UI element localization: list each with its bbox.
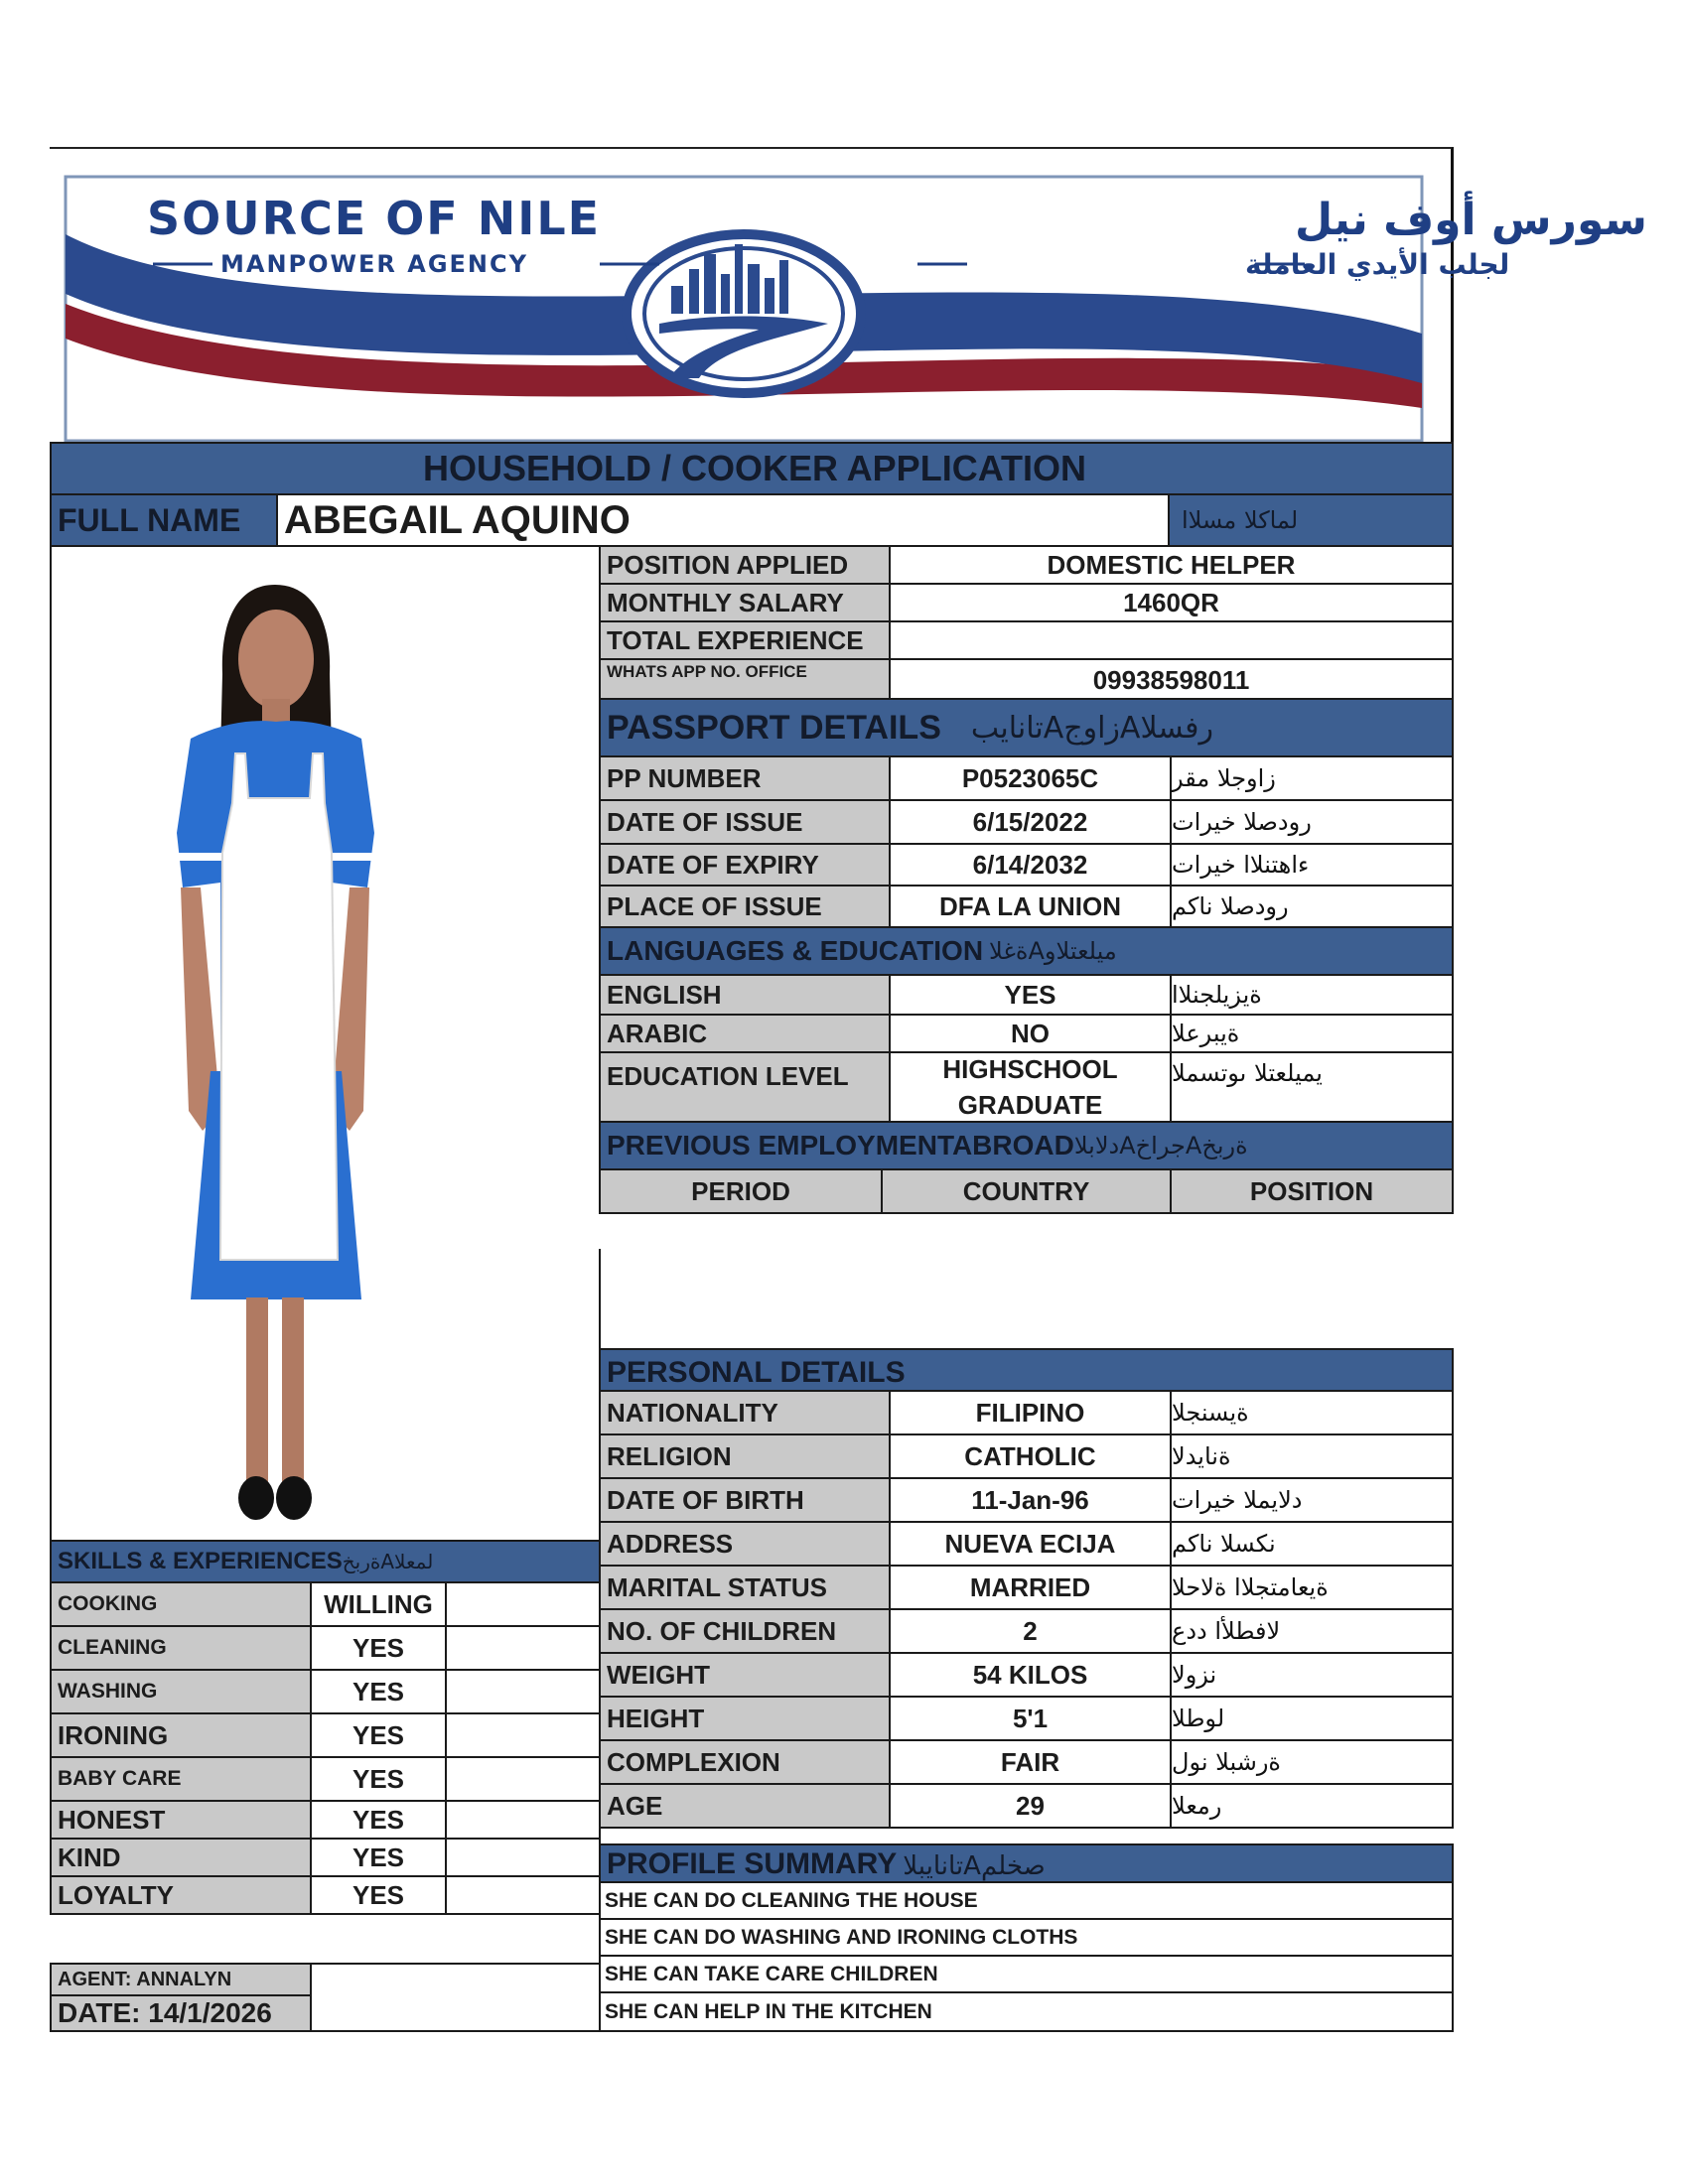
arabic-label: ARABIC [599, 1014, 891, 1053]
application-form [50, 147, 1647, 2033]
date-of-issue-label: DATE OF ISSUE [599, 799, 891, 845]
date-of-expiry-label-ar: ءاهتنلاا خيرات [1170, 843, 1454, 887]
date-label: DATE: 14/1/2026 [50, 1994, 312, 2032]
date-of-expiry-label: DATE OF EXPIRY [599, 843, 891, 887]
skill-row-value: YES [310, 1712, 447, 1758]
employment-col-country: COUNTRY [881, 1168, 1172, 1214]
date-of-issue-label-ar: رودصلا خيرات [1170, 799, 1454, 845]
personal-row-label-ar: نزولا [1170, 1652, 1454, 1698]
skill-row-value: YES [310, 1756, 447, 1802]
personal-row-label: WEIGHT [599, 1652, 891, 1698]
position-applied-label: POSITION APPLIED [599, 545, 891, 585]
skill-row-value: YES [310, 1669, 447, 1714]
skill-row-value: YES [310, 1625, 447, 1671]
full-name-label-ar: لماكلا مسلاا [1168, 493, 1454, 547]
education-level-line2: GRADUATE [957, 1090, 1103, 1120]
skill-row-label: KIND [50, 1838, 312, 1877]
personal-row-value: 11-Jan-96 [889, 1477, 1172, 1523]
agency-name-en: SOURCE OF NILE [147, 192, 602, 245]
skill-row-label: IRONING [50, 1712, 312, 1758]
personal-row-label: ADDRESS [599, 1521, 891, 1567]
profile-line-3: SHE CAN TAKE CARE CHILDREN [599, 1955, 1454, 1993]
total-experience-label: TOTAL EXPERIENCE [599, 620, 891, 660]
pp-number-label-ar: زاوجلا مقر [1170, 755, 1454, 801]
personal-row-label-ar: لوطلا [1170, 1696, 1454, 1741]
pp-number-value: P0523065C [889, 755, 1172, 801]
form-title: HOUSEHOLD / COOKER APPLICATION [422, 448, 1087, 488]
personal-row-label: DATE OF BIRTH [599, 1477, 891, 1523]
skill-row-value: WILLING [310, 1581, 447, 1627]
personal-row-label-ar: ةيسنجلا [1170, 1390, 1454, 1435]
english-value: YES [889, 974, 1172, 1016]
skill-row-blank [445, 1581, 601, 1627]
personal-row-label-ar: رمعلا [1170, 1783, 1454, 1829]
education-level-line1: HIGHSCHOOL [942, 1054, 1118, 1084]
personal-row-label: NO. OF CHILDREN [599, 1608, 891, 1654]
skill-row-blank [445, 1712, 601, 1758]
place-of-issue-value: DFA LA UNION [889, 885, 1172, 928]
education-level-label-ar: يميلعتلا ىوتسملا [1170, 1051, 1454, 1123]
skill-row-label: LOYALTY [50, 1875, 312, 1915]
personal-row-value: 29 [889, 1783, 1172, 1829]
pp-number-label: PP NUMBER [599, 755, 891, 801]
personal-row-label: HEIGHT [599, 1696, 891, 1741]
agency-logo [64, 175, 1647, 443]
whatsapp-label: WHATS APP NO. OFFICE [599, 658, 891, 700]
agent-label: AGENT: ANNALYN [50, 1963, 312, 1996]
agency-name-ar: سورس أوف نيل [1295, 195, 1647, 245]
place-of-issue-label: PLACE OF ISSUE [599, 885, 891, 928]
monthly-salary-value: 1460QR [889, 583, 1454, 622]
personal-row-value: NUEVA ECIJA [889, 1521, 1172, 1567]
skill-row-blank [445, 1625, 601, 1671]
english-label-ar: ةيزيلجنلاا [1170, 974, 1454, 1016]
full-name-value: ABEGAIL AQUINO [276, 493, 1170, 547]
passport-details-band: PASSPORT DETAILS رفسلاAزاوجAتانايب [599, 698, 1454, 757]
skill-row-label: HONEST [50, 1800, 312, 1840]
skill-row-label: COOKING [50, 1581, 312, 1627]
skill-row-label: BABY CARE [50, 1756, 312, 1802]
agency-sub-ar: لجلب الأيدي العاملة [1245, 248, 1510, 281]
personal-row-value: 5'1 [889, 1696, 1172, 1741]
skill-row-label: WASHING [50, 1669, 312, 1714]
date-of-expiry-value: 6/14/2032 [889, 843, 1172, 887]
personal-row-label-ar: دلايملا خيرات [1170, 1477, 1454, 1523]
personal-row-value: FAIR [889, 1739, 1172, 1785]
education-level-value [889, 1051, 1172, 1123]
form-title-band [50, 442, 1454, 495]
personal-row-label: RELIGION [599, 1433, 891, 1479]
position-applied-value: DOMESTIC HELPER [889, 545, 1454, 585]
languages-band: LANGUAGES & EDUCATION ميلعتلاوAةغلا [599, 926, 1454, 976]
personal-row-label: MARITAL STATUS [599, 1565, 891, 1610]
skill-row-label: CLEANING [50, 1625, 312, 1671]
education-level-label: EDUCATION LEVEL [599, 1051, 891, 1123]
personal-row-label-ar: ةيعامتجلاا ةلاحلا [1170, 1565, 1454, 1610]
employment-band: PREVIOUS EMPLOYMENTABROAD ةربخAجراخAدلابلا [599, 1121, 1454, 1170]
skill-row-value: YES [310, 1875, 447, 1915]
skill-row-blank [445, 1669, 601, 1714]
agency-sub-en: MANPOWER AGENCY [220, 250, 528, 278]
personal-row-label-ar: ةنايدلا [1170, 1433, 1454, 1479]
skill-row-blank [445, 1756, 601, 1802]
personal-row-label-ar: لافطلأا ددع [1170, 1608, 1454, 1654]
employment-col-period: PERIOD [599, 1168, 883, 1214]
applicant-photo [71, 555, 588, 1528]
personal-row-label: COMPLEXION [599, 1739, 891, 1785]
skill-row-blank [445, 1838, 601, 1877]
full-name-label: FULL NAME [50, 493, 278, 547]
personal-row-label: AGE [599, 1783, 891, 1829]
english-label: ENGLISH [599, 974, 891, 1016]
personal-row-value: CATHOLIC [889, 1433, 1172, 1479]
arabic-value: NO [889, 1014, 1172, 1053]
skill-row-value: YES [310, 1838, 447, 1877]
profile-line-2: SHE CAN DO WASHING AND IRONING CLOTHS [599, 1918, 1454, 1957]
profile-line-4: SHE CAN HELP IN THE KITCHEN [599, 1991, 1454, 2032]
arabic-label-ar: ةيبرعلا [1170, 1014, 1454, 1053]
personal-details-band: PERSONAL DETAILS [599, 1348, 1454, 1392]
personal-row-value: MARRIED [889, 1565, 1172, 1610]
total-experience-value [889, 620, 1454, 660]
personal-row-value: 2 [889, 1608, 1172, 1654]
employment-col-position: POSITION [1170, 1168, 1454, 1214]
profile-line-1: SHE CAN DO CLEANING THE HOUSE [599, 1881, 1454, 1920]
profile-summary-band: PROFILE SUMMARY صخلمAتانايبلا [599, 1843, 1454, 1883]
skill-row-blank [445, 1800, 601, 1840]
skill-row-blank [445, 1875, 601, 1915]
personal-row-label-ar: نكسلا ناكم [1170, 1521, 1454, 1567]
personal-row-label-ar: ةرشبلا نول [1170, 1739, 1454, 1785]
date-of-issue-value: 6/15/2022 [889, 799, 1172, 845]
applicant-photo-frame [50, 545, 601, 1542]
whatsapp-value: 09938598011 [889, 658, 1454, 700]
monthly-salary-label: MONTHLY SALARY [599, 583, 891, 622]
personal-row-label: NATIONALITY [599, 1390, 891, 1435]
place-of-issue-label-ar: رودصلا ناكم [1170, 885, 1454, 928]
personal-row-value: FILIPINO [889, 1390, 1172, 1435]
personal-row-value: 54 KILOS [889, 1652, 1172, 1698]
agent-date-blank [310, 1963, 601, 2032]
skill-row-value: YES [310, 1800, 447, 1840]
agency-logo-header [50, 147, 1647, 445]
skills-band: SKILLS & EXPERIENCES لمعلاAةربخ [50, 1540, 601, 1583]
